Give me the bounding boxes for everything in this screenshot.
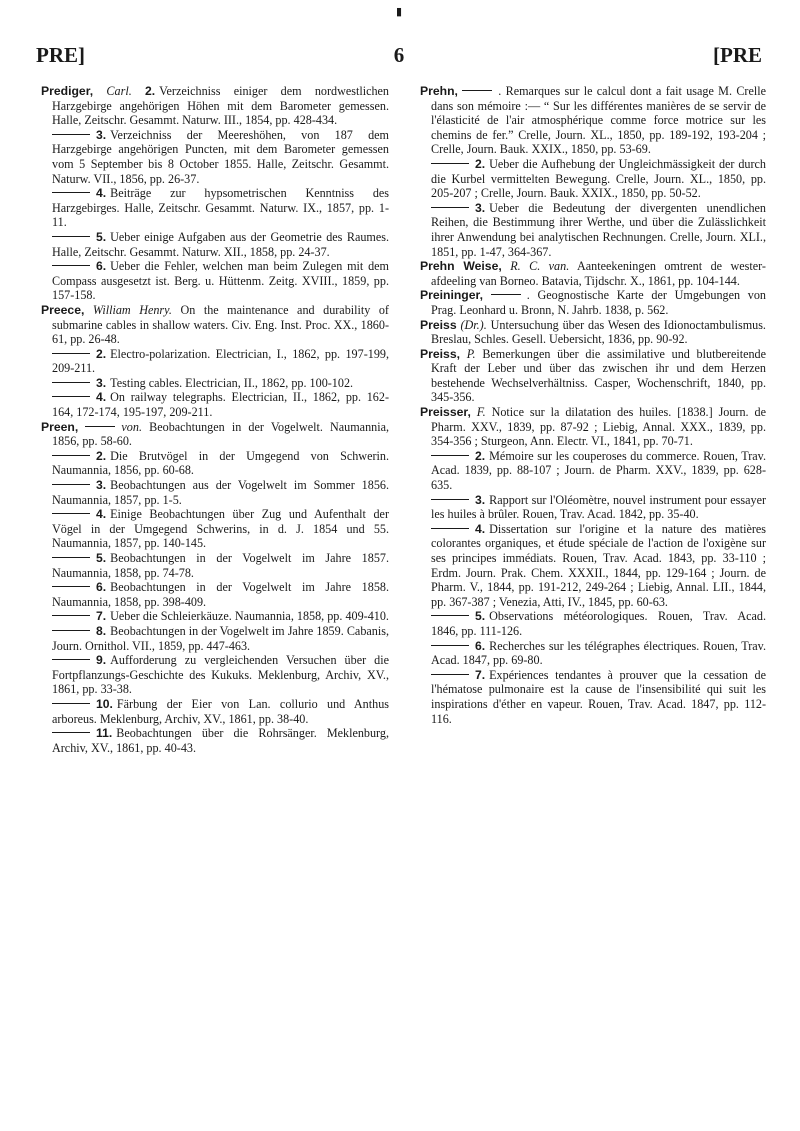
bibliography-entry — [420, 201, 766, 259]
entry-number: 4. — [96, 186, 107, 201]
ditto-dash — [491, 294, 521, 295]
entry-text: Einige Beobachtungen über Zug und Aufenthalt der Vögel in der Umgegend Schwerins, in d. J. 1854 und 55. Naumannia, 1857, pp. 140-145. — [52, 507, 389, 551]
bibliography-entry — [41, 726, 389, 755]
entry-text: Notice sur la dilatation des huiles. [1838.] Journ. de Pharm. XXV., 1839, pp. 87-92 ; Liebig, Annal. XXX., 1839, pp. 354-356 ; Sturgeon, Ann. Electr. VI., 1841, pp. 70-71. — [431, 405, 766, 449]
author-given-name: (Dr.). — [460, 317, 487, 332]
entry-number: 5. — [96, 229, 107, 244]
ditto-dash — [431, 615, 469, 616]
bibliography-entry — [41, 303, 389, 347]
bibliography-entry — [41, 347, 389, 376]
bibliography-entry — [41, 230, 389, 259]
author-given-name: Carl. — [106, 84, 132, 98]
entry-number: 2. — [144, 84, 156, 98]
author-given-name: F. — [476, 405, 486, 420]
header-right: [PRE — [713, 43, 762, 67]
entry-text: Dissertation sur l'origine et la nature des matières colorantes organiques, et étude spéciale de l'action de l'oxigène sur ses principes immédiats. Rouen, Trav. Acad. 1843, pp. 33-110 ; Erdm. Journ. Prak. Chem. XXXII., 1844, pp. 129-164 ; Journ. de Pharm. V., 1844, pp. 191-212, 249-264 ; Liebig, Annal. LII., 1844, pp. 367-387 ; Venezia, Atti, IV., 1845, pp. 60-63. — [431, 521, 766, 609]
entry-number: 8. — [96, 623, 107, 638]
bibliography-entry — [41, 653, 389, 697]
entry-text: Beobachtungen in der Vogelwelt im Jahre 1858. Naumannia, 1858, pp. 398-409. — [52, 580, 389, 609]
entry-number: 6. — [96, 580, 107, 595]
entry-text: Beobachtungen über die Rohrsänger. Meklenburg, Archiv, XV., 1861, pp. 40-43. — [52, 726, 389, 755]
entry-number: 2. — [475, 156, 486, 171]
ditto-dash — [462, 90, 492, 91]
entry-text: Testing cables. Electrician, II., 1862, pp. 100-102. — [110, 375, 354, 390]
author-name: Preece, — [41, 302, 85, 317]
author-given-name: William Henry. — [92, 302, 172, 317]
entry-text: Ueber die Schleierkäuze. Naumannia, 1858, pp. 409-410. — [110, 609, 389, 624]
entry-number: 7. — [475, 667, 486, 682]
entry-number: 2. — [475, 448, 486, 463]
author-name: Preininger, — [420, 288, 483, 303]
ditto-dash — [52, 732, 90, 733]
ditto-dash — [52, 630, 90, 631]
right-column — [420, 84, 766, 726]
entry-text: Electro-polarization. Electrician, I., 1862, pp. 197-199, 209-211. — [52, 346, 389, 376]
entry-number: 4. — [475, 521, 486, 536]
author-name: Prehn, — [420, 84, 458, 98]
entry-text: Beobachtungen in der Vogelwelt. Naumannia, 1856, pp. 58-60. — [52, 419, 390, 449]
entry-text: Bemerkungen über die assimilative und blutbereitende Kraft der Leber und über das zwischen ihr und dem Herzen bestehende Wechselverhältniss. Casper, Wochenschrift, 1840, pp. 345-356. — [431, 346, 766, 405]
bibliography-entry — [41, 580, 389, 609]
author-name: Preen, — [41, 419, 79, 434]
bibliography-entry — [41, 420, 389, 449]
bibliography-entry — [41, 390, 389, 419]
entry-text: . Geognostische Karte der Umgebungen von Prag. Leonhard u. Bronn, N. Jahrb. 1838, p. 562. — [431, 288, 766, 317]
entry-text: Verzeichniss der Meereshöhen, von 187 dem Harzgebirge angehörigen Puncten, mit dem Barometer gemessen vom 5 September bis 8 October 1855. Halle, Zeitschr. Gesammt. Naturw. VII., 1856, pp. 26-37. — [52, 127, 389, 186]
entry-number: 9. — [96, 653, 107, 668]
entry-text: Rapport sur l'Oléomètre, nouvel instrument pour essayer les huiles à brûler. Rouen, Trav. Acad. 1842, pp. 35-40. — [431, 492, 766, 522]
ditto-dash — [52, 134, 90, 135]
entry-text: Ueber einige Aufgaben aus der Geometrie des Raumes. Halle, Zeitschr. Gesammt. Naturw. XII., 1858, pp. 24-37. — [52, 229, 389, 259]
entry-text: Mémoire sur les couperoses du commerce. Rouen, Trav. Acad. 1839, pp. 88-107 ; Journ. de Pharm. XXV., 1839, pp. 628-635. — [431, 448, 766, 493]
entry-number: 3. — [475, 492, 486, 507]
bibliography-entry — [41, 478, 389, 507]
ditto-dash — [431, 499, 469, 500]
ditto-dash — [52, 396, 90, 397]
ditto-dash — [52, 455, 90, 456]
bibliography-entry — [420, 405, 766, 449]
entry-number: 4. — [96, 507, 107, 522]
entry-number: 3. — [96, 375, 107, 390]
bibliography-entry — [41, 128, 389, 186]
header-left: PRE] — [36, 43, 85, 67]
bibliography-entry — [420, 609, 766, 638]
bibliography-entry — [420, 493, 766, 522]
ditto-dash — [52, 353, 90, 354]
bibliography-entry — [420, 318, 766, 347]
bibliography-entry — [420, 522, 766, 610]
entry-number: 5. — [475, 609, 486, 624]
entry-text: Beobachtungen aus der Vogelwelt im Sommer 1856. Naumannia, 1857, pp. 1-5. — [52, 478, 389, 507]
bibliography-entry — [420, 347, 766, 405]
ditto-dash — [52, 615, 90, 616]
entry-number: 2. — [96, 346, 107, 361]
entry-text: Ueber die Bedeutung der divergenten unendlichen Reihen, die Bestimmung ihrer Werthe, und über die Zulässlichkeit ihrer Anwendung bei analytischen Rechnungen. Crelle, Journ. XLI., 1851, pp. 1-47, 364-367. — [431, 200, 766, 259]
entry-number: 6. — [475, 638, 486, 653]
ditto-dash — [85, 426, 115, 427]
bibliography-entry — [41, 376, 389, 391]
entry-text: Verzeichniss einiger dem nordwestlichen Harzgebirge angehörigen Höhen mit dem Barometer gemessen. Halle, Zeitschr. Gesammt. Naturw. III., 1854, pp. 428-434. — [52, 84, 389, 128]
bibliography-entry — [420, 157, 766, 201]
bibliography-entry — [420, 84, 766, 157]
author-name: Preiss — [420, 317, 457, 332]
entry-number: 3. — [475, 200, 486, 215]
author-name: Preiss, — [420, 346, 460, 361]
entry-number: 5. — [96, 551, 107, 565]
entry-text: Färbung der Eier von Lan. collurio und Anthus arboreus. Meklenburg, Archiv, XV., 1861, pp. 38-40. — [52, 696, 389, 726]
running-header — [36, 43, 762, 73]
entry-number: 7. — [96, 609, 107, 624]
entry-text: On the maintenance and durability of submarine cables in shallow waters. Civ. Eng. Inst. Proc. XX., 1860-61, pp. 26-48. — [52, 302, 389, 347]
entry-number: 3. — [96, 127, 107, 142]
ditto-dash — [52, 265, 90, 266]
bibliography-entry — [420, 259, 766, 288]
entry-text: Recherches sur les télégraphes électriques. Rouen, Trav. Acad. 1847, pp. 69-80. — [431, 638, 766, 668]
entry-text: Ueber die Fehler, welchen man beim Zulegen mit dem Compass ausgesetzt ist. Berg. u. Hüttenm. Zeitg. XVIII., 1859, pp. 157-158. — [52, 259, 389, 303]
entry-text: Observations météorologiques. Rouen, Trav. Acad. 1846, pp. 111-126. — [431, 609, 766, 638]
bibliography-entry — [41, 259, 389, 303]
ditto-dash — [52, 236, 90, 237]
entry-text: Aanteekeningen omtrent de wester-afdeeling van Borneo. Batavia, Tijdschr. X., 1861, pp. 104-144. — [431, 259, 766, 288]
ditto-dash — [52, 586, 90, 587]
ditto-dash — [52, 192, 90, 193]
ditto-dash — [431, 674, 469, 675]
entry-number: 4. — [96, 390, 107, 405]
author-given-name: P. — [466, 346, 476, 361]
bibliography-entry — [41, 507, 389, 551]
left-column — [41, 84, 389, 755]
entry-number: 11. — [96, 726, 113, 741]
bibliography-entry — [420, 639, 766, 668]
bibliography-entry — [41, 449, 389, 478]
print-mark: ▮ — [396, 6, 403, 18]
ditto-dash — [52, 659, 90, 660]
ditto-dash — [431, 645, 469, 646]
entry-number: 6. — [96, 259, 107, 274]
entry-text: Untersuchung über das Wesen des Idionoctambulismus. Breslau, Schles. Gesell. Uebersicht, 1836, pp. 90-92. — [431, 317, 766, 347]
ditto-dash — [431, 528, 469, 529]
author-name: Preisser, — [420, 405, 471, 420]
bibliography-entry — [41, 609, 389, 624]
entry-number: 10. — [96, 696, 113, 711]
author-given-name: von. — [121, 419, 142, 434]
entry-text: Expériences tendantes à prouver que la cessation de l'hématose pulmonaire est la cause de l'insensibilité qui suit les inspirations d'éther en vapeur. Rouen, Trav. Acad. 1847, pp. 112-116. — [431, 667, 766, 726]
bibliography-entry — [41, 551, 389, 580]
bibliography-entry — [41, 84, 389, 128]
author-name: Prehn Weise, — [420, 259, 502, 274]
entry-text: Die Brutvögel in der Umgegend von Schwerin. Naumannia, 1856, pp. 60-68. — [52, 448, 389, 478]
ditto-dash — [52, 484, 90, 485]
ditto-dash — [431, 163, 469, 164]
entry-text: Aufforderung zu vergleichenden Versuchen über die Fortpflanzungs-Geschichte des Kukuks. Meklenburg, Archiv, XV., 1861, pp. 33-38. — [52, 653, 389, 697]
page-number: 6 — [393, 43, 405, 67]
ditto-dash — [52, 513, 90, 514]
bibliography-entry — [420, 288, 766, 317]
bibliography-entry — [41, 624, 389, 653]
entry-number: 2. — [96, 448, 107, 463]
ditto-dash — [431, 207, 469, 208]
entry-text: . Remarques sur le calcul dont a fait usage M. Crelle dans son mémoire :— “ Sur les différentes manières de se servir de l'élasticité de l'air atmosphérique comme force motrice sur les chemins de fer.” Crelle, Journ. XL., 1850, pp. 189-192, 193-204 ; Crelle, Journ. Bauk. XXIX., 1850, pp. 53-69. — [431, 84, 766, 157]
entry-text: Beobachtungen in der Vogelwelt im Jahre 1857. Naumannia, 1858, pp. 74-78. — [52, 551, 389, 580]
entry-text: Beobachtungen in der Vogelwelt im Jahre 1859. Cabanis, Journ. Ornithol. VII., 1859, pp. 447-463. — [52, 623, 389, 653]
author-given-name: R. C. van. — [510, 259, 570, 274]
ditto-dash — [431, 455, 469, 456]
bibliography-entry — [420, 449, 766, 493]
bibliography-entry — [420, 668, 766, 726]
ditto-dash — [52, 557, 90, 558]
entry-text: Ueber die Aufhebung der Ungleichmässigkeit der durch die Kurbel vermittelten Bewegung. Crelle, Journ. XL., 1850, pp. 205-207 ; Crelle, Journ. Bauk. XXIX., 1850, pp. 50-52. — [431, 156, 766, 201]
entry-number: 3. — [96, 478, 107, 493]
bibliography-entry — [41, 697, 389, 726]
ditto-dash — [52, 382, 90, 383]
bibliography-entry — [41, 186, 389, 230]
ditto-dash — [52, 703, 90, 704]
author-name: Prediger, — [41, 84, 94, 98]
entry-text: Beiträge zur hypsometrischen Kenntniss des Harzgebirges. Halle, Zeitschr. Gesammt. Naturw. IX., 1857, pp. 1-11. — [52, 186, 389, 230]
entry-text: On railway telegraphs. Electrician, II., 1862, pp. 162-164, 172-174, 195-197, 209-211. — [52, 390, 389, 420]
